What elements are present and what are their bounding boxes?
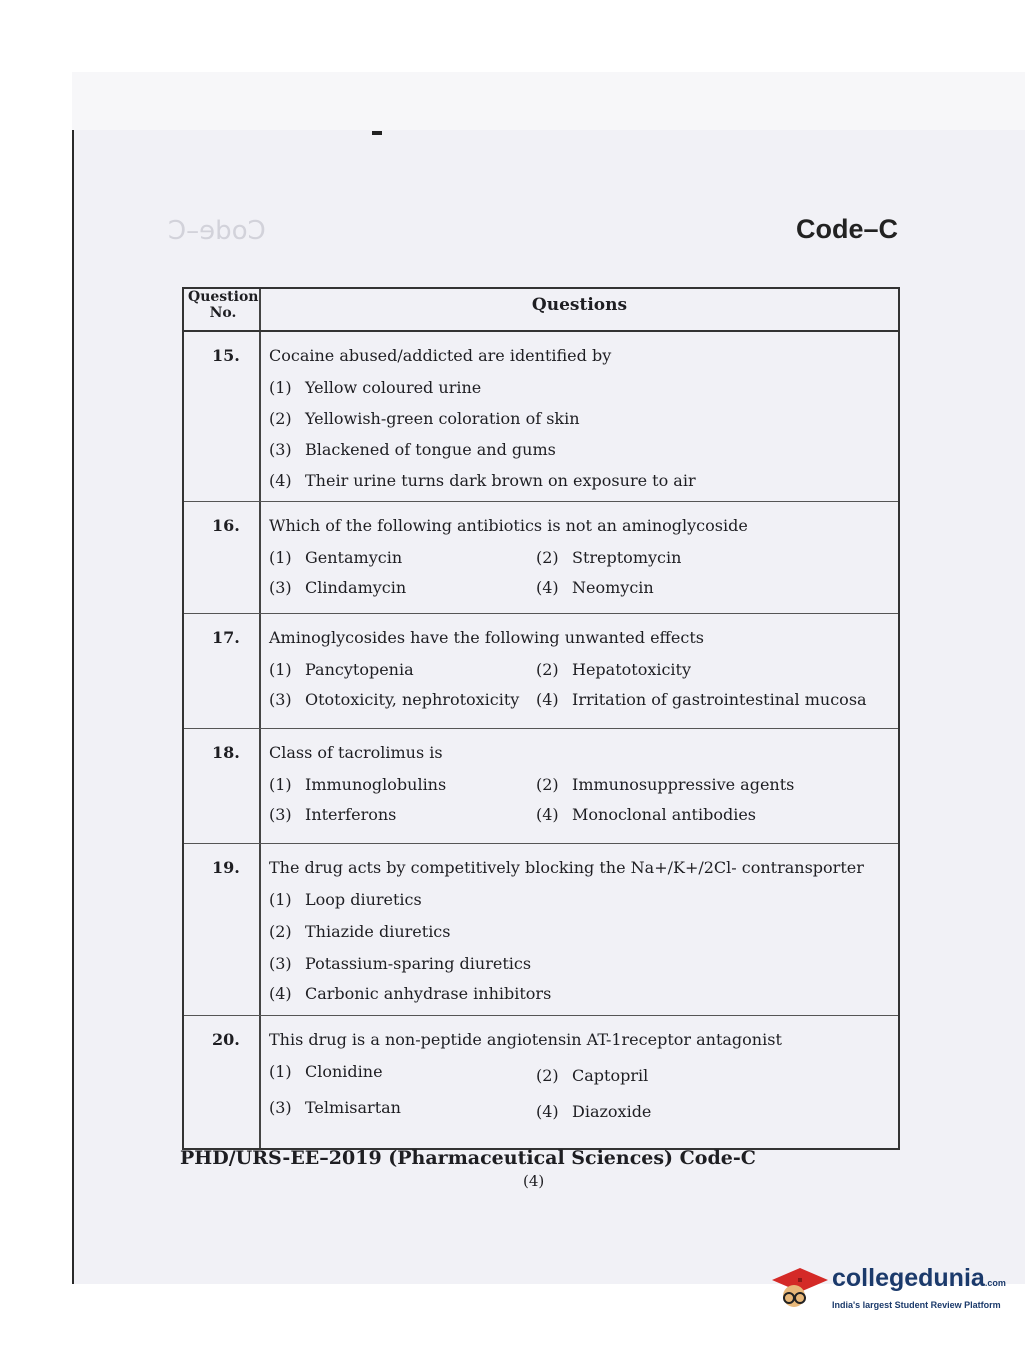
question-number: 17. (212, 628, 240, 647)
question-text: Class of tacrolimus is (269, 743, 443, 762)
questions-header: Questions (531, 295, 628, 315)
question-number: 16. (212, 516, 240, 535)
option: (4) Neomycin (536, 578, 654, 597)
scan-top-band (72, 72, 1025, 130)
option: (3) Ototoxicity, nephrotoxicity (269, 690, 520, 709)
graduate-cap-icon (770, 1262, 830, 1322)
bleed-through-code: Code–C (168, 216, 266, 246)
option: (4) Carbonic anhydrase inhibitors (269, 984, 552, 1003)
question-no-header: Question No. (188, 289, 259, 321)
option: (3) Clindamycin (269, 578, 407, 597)
question-text: The drug acts by competitively blocking the Na+/K+/2Cl- contransporter (269, 858, 864, 877)
question-number: 18. (212, 743, 240, 762)
question-text: Which of the following antibiotics is not an aminoglycoside (269, 516, 748, 535)
option: (4) Diazoxide (536, 1102, 652, 1121)
question-row (184, 729, 898, 844)
option: (3) Potassium-sparing diuretics (269, 954, 532, 973)
question-row (184, 332, 898, 502)
option: (2) Yellowish-green coloration of skin (269, 409, 580, 428)
brand-name: collegedunia.com (832, 1264, 1006, 1292)
question-row (184, 1016, 898, 1150)
question-text: Cocaine abused/addicted are identified by (269, 346, 612, 365)
scan-mark (372, 131, 382, 135)
option: (3) Blackened of tongue and gums (269, 440, 556, 459)
option: (1) Loop diuretics (269, 890, 422, 909)
option: (3) Interferons (269, 805, 397, 824)
option: (1) Clonidine (269, 1062, 383, 1081)
question-table (182, 287, 900, 1150)
question-number: 20. (212, 1030, 240, 1049)
option: (2) Hepatotoxicity (536, 660, 692, 679)
question-row (184, 502, 898, 614)
option: (2) Thiazide diuretics (269, 922, 451, 941)
watermark-logo (770, 1262, 1006, 1322)
table-header (184, 289, 898, 332)
page-number: (4) (523, 1172, 545, 1190)
option: (3) Telmisartan (269, 1098, 401, 1117)
option: (1) Yellow coloured urine (269, 378, 482, 397)
option: (4) Irritation of gastrointestinal mucosa (536, 690, 867, 709)
option: (2) Immunosuppressive agents (536, 775, 795, 794)
option: (4) Their urine turns dark brown on exposure to air (269, 471, 696, 490)
question-text: This drug is a non-peptide angiotensin AT-1receptor antagonist (269, 1030, 782, 1049)
brand-tagline: India's largest Student Review Platform (832, 1300, 1001, 1310)
option: (2) Captopril (536, 1066, 649, 1085)
option: (4) Monoclonal antibodies (536, 805, 757, 824)
exam-footer: PHD/URS-EE–2019 (Pharmaceutical Sciences) Code-C (180, 1147, 756, 1169)
option: (1) Gentamycin (269, 548, 403, 567)
question-row (184, 614, 898, 729)
option: (1) Pancytopenia (269, 660, 414, 679)
question-number: 19. (212, 858, 240, 877)
question-row (184, 844, 898, 1016)
question-text: Aminoglycosides have the following unwanted effects (269, 628, 704, 647)
option: (2) Streptomycin (536, 548, 682, 567)
option: (1) Immunoglobulins (269, 775, 447, 794)
question-number: 15. (212, 346, 240, 365)
code-heading: Code–C (795, 214, 898, 244)
